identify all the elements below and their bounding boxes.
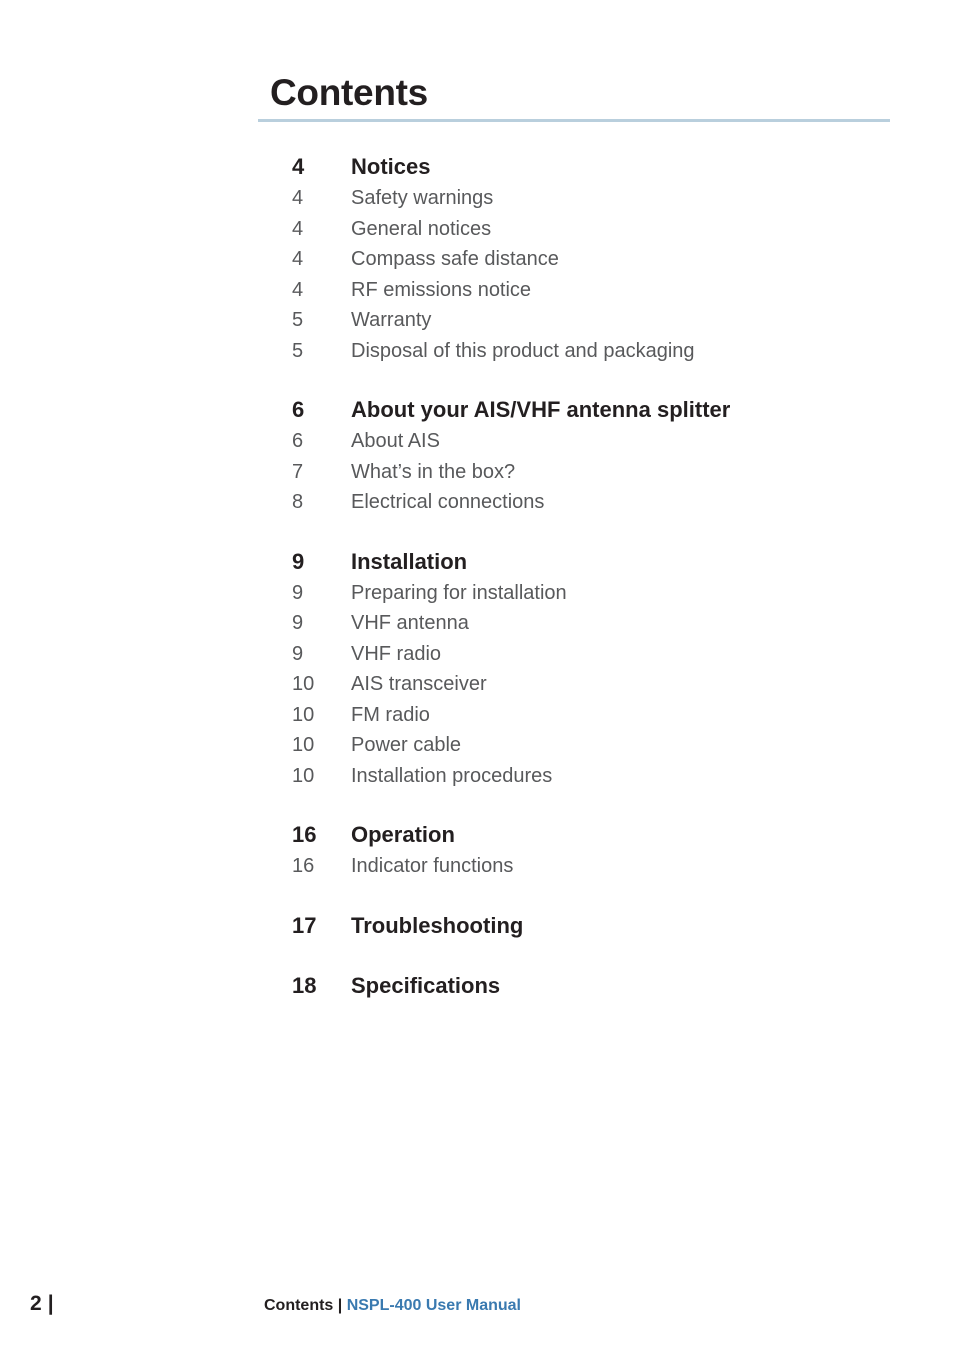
toc-heading-page: 6 xyxy=(292,397,305,422)
toc-section xyxy=(292,393,892,518)
toc-heading-entry[interactable] xyxy=(292,909,892,942)
toc-entry-title: Installation procedures xyxy=(351,764,553,787)
toc-entry[interactable] xyxy=(292,851,892,882)
toc-heading-entry[interactable] xyxy=(292,969,892,1002)
toc-entry-page: 5 xyxy=(292,309,304,331)
toc-entry-title: Preparing for installation xyxy=(351,581,567,604)
toc-entry[interactable] xyxy=(292,457,892,488)
title-divider xyxy=(258,119,890,122)
toc-entry[interactable] xyxy=(292,487,892,518)
page-title: Contents xyxy=(270,72,428,113)
toc-entry-title: VHF antenna xyxy=(351,612,469,634)
toc-entry-title: Electrical connections xyxy=(351,491,545,513)
toc-heading-entry[interactable] xyxy=(292,818,892,851)
toc-section xyxy=(292,545,892,792)
page-number-separator: | xyxy=(47,1292,54,1315)
toc-entry-page: 7 xyxy=(292,460,304,483)
toc-entry-page: 8 xyxy=(292,491,304,513)
toc-entry-page: 9 xyxy=(292,642,304,665)
toc-entry[interactable] xyxy=(292,275,892,306)
toc-entry[interactable] xyxy=(292,244,892,275)
toc-entry[interactable] xyxy=(292,183,892,214)
toc-entry-title: What’s in the box? xyxy=(351,460,516,483)
footer-running-title xyxy=(264,1296,521,1316)
toc-entry-page: 16 xyxy=(292,855,315,877)
toc-entry-title: Warranty xyxy=(351,309,432,331)
table-of-contents xyxy=(292,150,892,1029)
toc-entry[interactable] xyxy=(292,639,892,670)
toc-heading-title: Notices xyxy=(351,154,431,179)
toc-section xyxy=(292,818,892,882)
toc-section xyxy=(292,969,892,1002)
toc-heading-title: About your AIS/VHF antenna splitter xyxy=(351,397,731,422)
toc-section xyxy=(292,150,892,366)
toc-entry-title: FM radio xyxy=(351,703,430,726)
toc-entry-page: 4 xyxy=(292,187,304,209)
toc-entry-page: 4 xyxy=(292,217,304,240)
toc-heading-entry[interactable] xyxy=(292,393,892,426)
footer-page-number xyxy=(30,1290,54,1318)
toc-heading-page: 16 xyxy=(292,822,317,847)
toc-entry[interactable] xyxy=(292,608,892,639)
toc-heading-page: 17 xyxy=(292,912,317,938)
toc-entry[interactable] xyxy=(292,305,892,336)
toc-entry-title: Power cable xyxy=(351,734,462,756)
page-number: 2 xyxy=(30,1292,42,1315)
toc-entry-title: About AIS xyxy=(351,430,440,452)
toc-heading-entry[interactable] xyxy=(292,545,892,578)
toc-entry[interactable] xyxy=(292,336,892,367)
toc-entry-title: Safety warnings xyxy=(351,187,494,209)
toc-heading-page: 9 xyxy=(292,548,305,574)
footer-manual-title: NSPL-400 User Manual xyxy=(346,1297,521,1314)
toc-heading-page: 18 xyxy=(292,972,317,998)
toc-entry-page: 10 xyxy=(292,764,315,787)
footer-section-label: Contents | xyxy=(264,1297,343,1314)
toc-entry[interactable] xyxy=(292,426,892,457)
toc-entry-title: AIS transceiver xyxy=(351,673,487,695)
toc-entry[interactable] xyxy=(292,730,892,761)
toc-entry-page: 10 xyxy=(292,673,315,695)
toc-entry-page: 4 xyxy=(292,248,304,270)
toc-heading-title: Installation xyxy=(351,548,468,574)
toc-heading-entry[interactable] xyxy=(292,150,892,183)
toc-entry-page: 10 xyxy=(292,734,315,756)
toc-entry-page: 4 xyxy=(292,278,304,301)
toc-heading-page: 4 xyxy=(292,154,305,179)
toc-entry-title: Disposal of this product and packaging xyxy=(351,339,695,362)
toc-entry-title: General notices xyxy=(351,217,492,240)
toc-entry-title: Compass safe distance xyxy=(351,248,559,270)
toc-entry-page: 9 xyxy=(292,581,304,604)
toc-entry-title: RF emissions notice xyxy=(351,278,532,301)
toc-heading-title: Operation xyxy=(351,822,455,847)
toc-entry[interactable] xyxy=(292,578,892,609)
toc-entry[interactable] xyxy=(292,214,892,245)
toc-entry[interactable] xyxy=(292,761,892,792)
toc-heading-title: Troubleshooting xyxy=(351,912,524,938)
toc-section xyxy=(292,909,892,942)
toc-entry-page: 6 xyxy=(292,430,304,452)
toc-heading-title: Specifications xyxy=(351,972,501,998)
toc-entry[interactable] xyxy=(292,700,892,731)
toc-entry-title: Indicator functions xyxy=(351,855,514,877)
toc-entry[interactable] xyxy=(292,669,892,700)
toc-entry-page: 5 xyxy=(292,339,304,362)
toc-entry-title: VHF radio xyxy=(351,642,442,665)
toc-entry-page: 10 xyxy=(292,703,315,726)
toc-entry-page: 9 xyxy=(292,612,304,634)
